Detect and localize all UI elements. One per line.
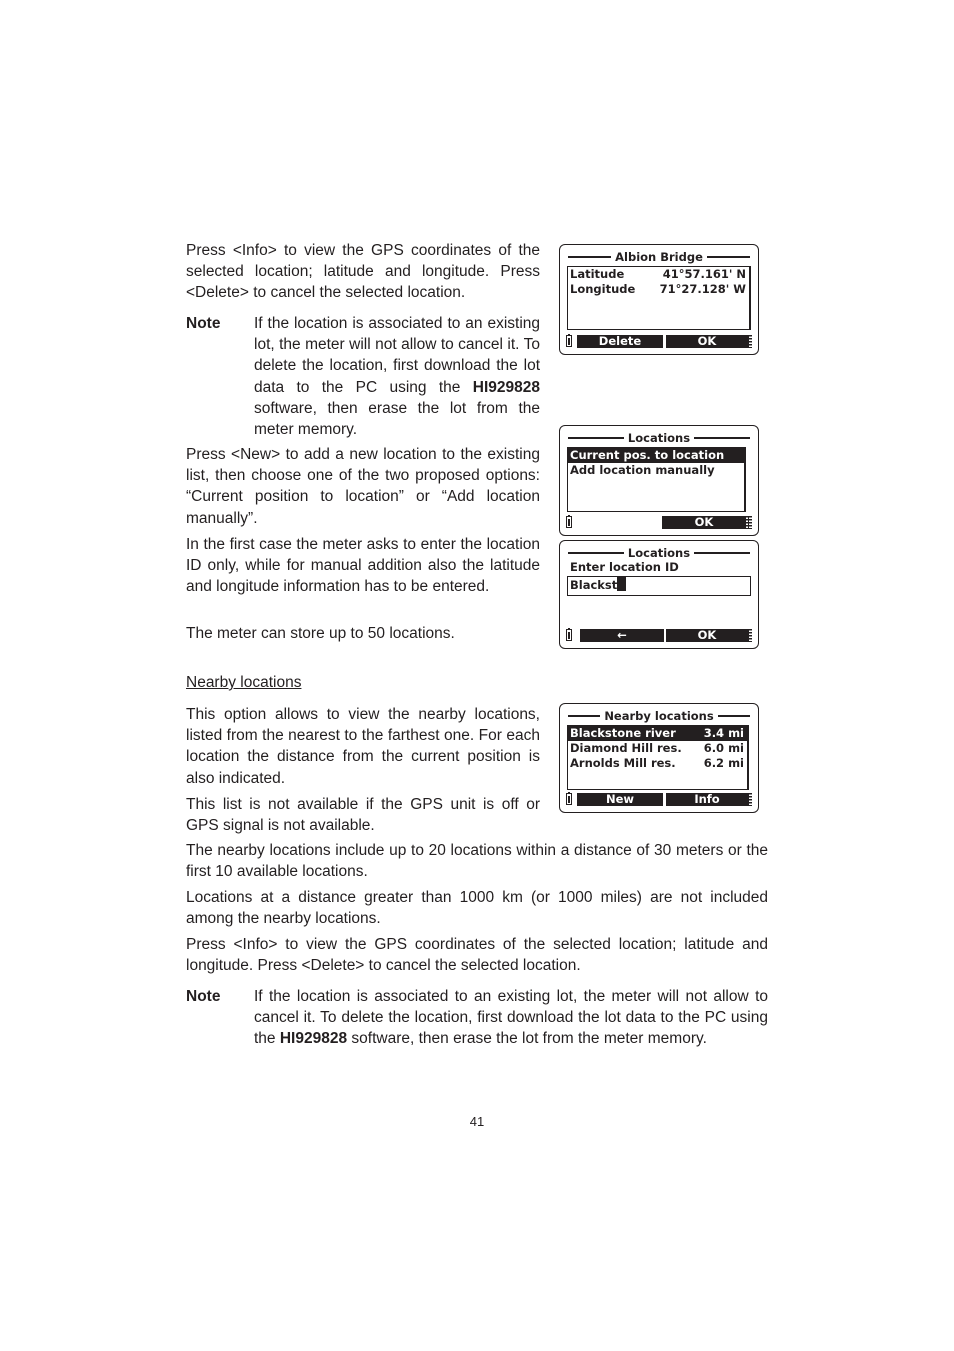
new-softkey[interactable]: New: [577, 793, 663, 806]
info-paragraph-2: [186, 934, 768, 976]
screen-title: Locations: [627, 545, 691, 560]
note-text-start: If the location is associated to an existing lot, the meter will not allow to cancel it. To delete the location, first download the lot data to the PC using the: [254, 315, 540, 396]
nearby-text: This option allows to view the nearby locations, listed from the nearest to the farthest one. For each location the distance from the current position is also indicated.: [186, 706, 540, 787]
capacity-text: The meter can store up to 50 locations.: [186, 625, 455, 642]
software-name-2: HI929828: [279, 1030, 348, 1048]
location-id-input[interactable]: [567, 576, 751, 596]
softkey-bar: [566, 629, 752, 642]
include-text: The nearby locations include up to 20 locations within a distance of 30 meters or the first 10 available locations.: [186, 842, 768, 881]
note-label: Note: [186, 315, 221, 332]
distance-paragraph: [186, 887, 768, 929]
location-distance: 6.2 mi: [703, 756, 744, 770]
distance-text: Locations at a distance greater than 1000 km (or 1000 miles) are not included among the nearby locations.: [186, 889, 768, 928]
screen-albion-bridge: [559, 244, 759, 355]
softkey-bar: [566, 793, 752, 806]
first-case-paragraph: [186, 534, 540, 598]
latitude-row: [568, 267, 749, 282]
signal-icon: [744, 335, 752, 348]
nearby-paragraph: [186, 704, 540, 789]
signal-icon: [744, 516, 752, 529]
latitude-value: 41°57.161' N: [662, 267, 746, 281]
note-text-2: [254, 986, 768, 1050]
option-current-position[interactable]: Current pos. to location: [568, 448, 744, 463]
ok-softkey[interactable]: OK: [666, 629, 748, 642]
longitude-label: Longitude: [570, 282, 636, 296]
battery-icon: [566, 793, 572, 805]
note-label-2: Note: [186, 988, 221, 1005]
note-text-2-end: software, then erase the lot from the meter memory.: [347, 1030, 707, 1048]
location-distance: 3.4 mi: [703, 726, 744, 740]
new-location-text: Press <New> to add a new location to the existing list, then choose one of the two proposed options: “Current position to location” or “Add location manually”.: [186, 446, 540, 527]
softkey-bar: [566, 335, 752, 348]
note-text: [254, 313, 540, 440]
section-heading: Nearby locations: [186, 674, 302, 691]
signal-icon: [744, 793, 752, 806]
ok-softkey[interactable]: OK: [662, 516, 746, 529]
screen-title: Nearby locations: [604, 708, 714, 723]
capacity-paragraph: [186, 623, 540, 644]
location-distance: 6.0 mi: [703, 741, 744, 755]
new-location-paragraph: [186, 444, 540, 529]
ok-softkey[interactable]: OK: [666, 335, 748, 348]
info-text-2: Press <Info> to view the GPS coordinates of the selected location; latitude and longitude. Press <Delete> to cancel the selected location.: [186, 936, 768, 975]
location-name: Blackstone river: [570, 726, 676, 740]
nearby-item[interactable]: [568, 741, 747, 756]
include-paragraph: [186, 840, 768, 882]
latitude-label: Latitude: [570, 267, 625, 281]
page-number: 41: [469, 1114, 485, 1129]
nearby-item[interactable]: [568, 726, 747, 741]
note-text-end: software, then erase the lot from the meter memory.: [254, 399, 540, 439]
location-name: Arnolds Mill res.: [570, 756, 676, 770]
location-name: Diamond Hill res.: [570, 741, 682, 755]
screen-nearby-locations: [559, 703, 759, 813]
longitude-value: 71°27.128' W: [659, 282, 746, 296]
first-case-text: In the first case the meter asks to enter the location ID only, while for manual addition also the latitude and longitude information has to be entered.: [186, 536, 540, 596]
screen-enter-location-id: [559, 540, 759, 649]
info-paragraph: [186, 240, 540, 304]
signal-icon: [744, 629, 752, 642]
screen-title: Albion Bridge: [615, 249, 703, 264]
back-softkey[interactable]: ←: [580, 629, 664, 642]
battery-icon: [566, 335, 572, 347]
software-name: HI929828: [472, 378, 540, 396]
note-text-2-start: If the location is associated to an existing lot, the meter will not allow to cancel it. To delete the location, first download the lot data to the PC using the: [254, 988, 768, 1048]
longitude-row: [568, 282, 749, 297]
screen-title: Locations: [627, 430, 691, 445]
availability-paragraph: [186, 794, 540, 836]
delete-softkey[interactable]: Delete: [577, 335, 663, 348]
location-id-value: Blackst: [570, 578, 618, 592]
prompt-label: Enter location ID: [570, 560, 679, 574]
info-text: Press <Info> to view the GPS coordinates of the selected location; latitude and longitude. Press <Delete> to cancel the selected location.: [186, 242, 540, 302]
screen-locations-options: [559, 425, 759, 536]
nearby-item[interactable]: [568, 756, 747, 771]
option-add-manually[interactable]: Add location manually: [570, 463, 715, 477]
battery-icon: [566, 629, 572, 641]
text-cursor: [617, 577, 626, 591]
battery-icon: [566, 516, 572, 528]
softkey-bar: [566, 516, 752, 529]
info-softkey[interactable]: Info: [666, 793, 748, 806]
availability-text: This list is not available if the GPS unit is off or GPS signal is not available.: [186, 796, 540, 835]
